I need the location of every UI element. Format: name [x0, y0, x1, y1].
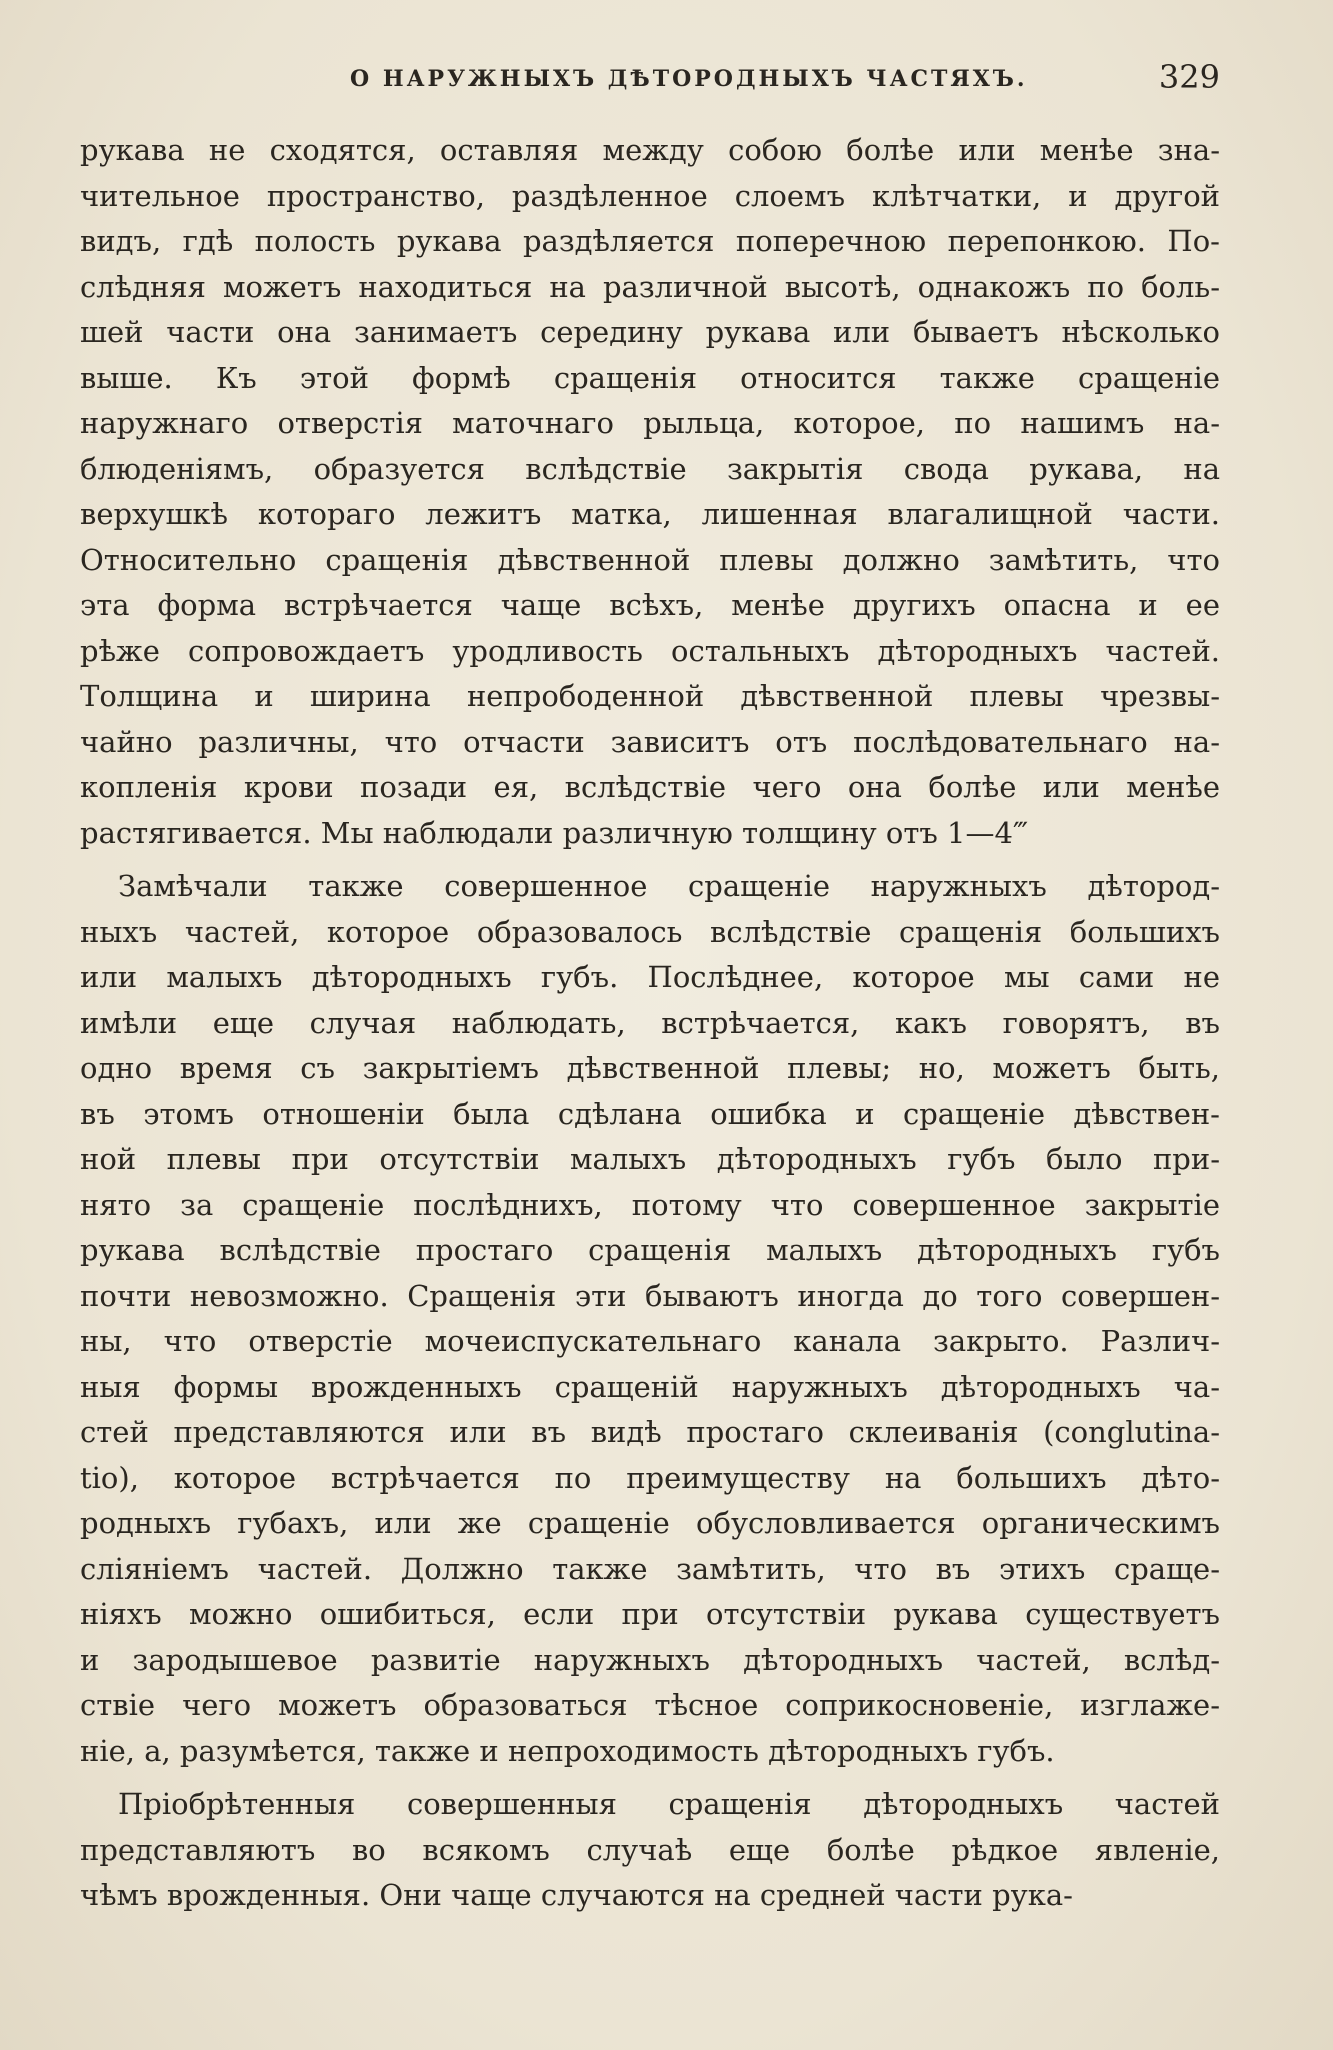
text-line: наружнаго отверстія маточнаго рыльца, которое, по нашимъ на- [80, 406, 1220, 440]
text-line: чайно различны, что отчасти зависитъ отъ послѣдовательнаго на- [80, 724, 1220, 759]
text-line: выше. Къ этой формѣ сращенія относится также сращеніе [80, 360, 1220, 395]
text-line: ныя формы врожденныхъ сращеній наружныхъ дѣтородныхъ ча- [80, 1369, 1220, 1404]
paragraph [80, 864, 1220, 1774]
text-line: видъ, гдѣ полость рукава раздѣляется поперечною перепонкою. По- [80, 224, 1220, 258]
text-line: ны, что отверстіе мочеиспускательнаго канала закрыто. Различ- [80, 1324, 1220, 1358]
body-text [80, 128, 1220, 1919]
page-header [80, 58, 1220, 104]
text-line: Относительно сращенія дѣвственной плевы должно замѣтить, что [80, 542, 1220, 577]
text-line: эта форма встрѣчается чаще всѣхъ, менѣе другихъ опасна и ее [80, 588, 1220, 622]
paragraph-gap [80, 1774, 1220, 1782]
text-line: чительное пространство, раздѣленное слоемъ клѣтчатки, и другой [80, 178, 1220, 213]
text-line: въ этомъ отношеніи была сдѣлана ошибка и сращеніе дѣвствен- [80, 1096, 1220, 1131]
text-line: слѣдняя можетъ находиться на различной высотѣ, однакожъ по боль- [80, 269, 1220, 304]
text-line: растягивается. Мы наблюдали различную толщину отъ 1—4‴ [80, 815, 1029, 850]
text-line: Толщина и ширина непрободенной дѣвственной плевы чрезвы- [80, 679, 1220, 713]
text-line: tio), которое встрѣчается по преимуществу на большихъ дѣто- [80, 1460, 1220, 1495]
text-line: стей представляются или въ видѣ простаго склеиванія (conglutina- [80, 1415, 1220, 1449]
text-line: родныхъ губахъ, или же сращеніе обусловливается органическимъ [80, 1506, 1220, 1540]
text-line: или малыхъ дѣтородныхъ губъ. Послѣднее, которое мы сами не [80, 960, 1220, 994]
text-line: и зародышевое развитіе наружныхъ дѣтородныхъ частей, вслѣд- [80, 1642, 1220, 1677]
text-line: ніе, а, разумѣется, также и непроходимость дѣтородныхъ губъ. [80, 1733, 1055, 1768]
paragraph [80, 1782, 1220, 1919]
page-number: 329 [1158, 58, 1220, 96]
text-line: имѣли еще случая наблюдать, встрѣчается, какъ говорятъ, въ [80, 1005, 1220, 1040]
text-line: ной плевы при отсутствіи малыхъ дѣтородныхъ губъ было при- [80, 1142, 1220, 1176]
text-line: нято за сращеніе послѣднихъ, потому что совершенное закрытіе [80, 1187, 1220, 1222]
text-line: блюденіямъ, образуется вслѣдствіе закрытія свода рукава, на [80, 451, 1220, 486]
text-line: рукава вслѣдствіе простаго сращенія малыхъ дѣтородныхъ губъ [80, 1233, 1220, 1267]
text-line: представляютъ во всякомъ случаѣ еще болѣе рѣдкое явленіе, [80, 1832, 1220, 1867]
text-line: шей части она занимаетъ середину рукава или бываетъ нѣсколько [80, 315, 1220, 349]
text-line: Замѣчали также совершенное сращеніе наружныхъ дѣтород- [118, 869, 1220, 903]
paragraph-gap [80, 856, 1220, 864]
text-line: рѣже сопровождаетъ уродливость остальныхъ дѣтородныхъ частей. [80, 633, 1220, 668]
text-line: почти невозможно. Сращенія эти бываютъ иногда до того совершен- [80, 1278, 1220, 1313]
text-line: Пріобрѣтенныя совершенныя сращенія дѣтородныхъ частей [118, 1787, 1220, 1821]
text-line: одно время съ закрытіемъ дѣвственной плевы; но, можетъ быть, [80, 1051, 1220, 1085]
text-line: сліяніемъ частей. Должно также замѣтить, что въ этихъ сраще- [80, 1551, 1220, 1586]
text-line: копленія крови позади ея, вслѣдствіе чего она болѣе или менѣе [80, 770, 1220, 804]
text-line: ствіе чего можетъ образоваться тѣсное соприкосновеніе, изглаже- [80, 1688, 1220, 1722]
text-line: верхушкѣ котораго лежитъ матка, лишенная влагалищной части. [80, 497, 1220, 531]
text-line: ніяхъ можно ошибиться, если при отсутствіи рукава существуетъ [80, 1597, 1220, 1631]
text-line: рукава не сходятся, оставляя между собою болѣе или менѣе зна- [80, 133, 1220, 167]
paragraph [80, 128, 1220, 856]
text-line: ныхъ частей, которое образовалось вслѣдствіе сращенія большихъ [80, 914, 1220, 949]
running-head: О НАРУЖНЫХЪ ДѢТОРОДНЫХЪ ЧАСТЯХЪ. [350, 66, 1028, 92]
text-line: чѣмъ врожденныя. Они чаще случаются на средней части рука- [80, 1878, 1073, 1912]
